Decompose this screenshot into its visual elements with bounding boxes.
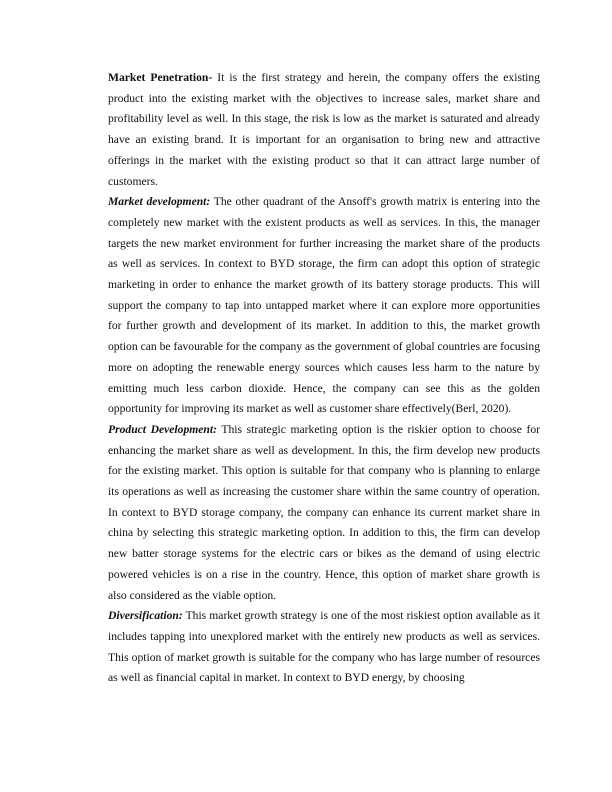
paragraph-heading: Product Development: [108, 422, 217, 436]
paragraph-text: This strategic marketing option is the riskier option to choose for enhancing the market share as well as development. In this, the firm develop new products for the existing market. This option is suitable for that company who is planning to enlarge its operations as well as increasing the customer share within the same country of operation. In context to BYD storage company, the company can enhance its current market share in china by selecting this strategic marketing option. In addition to this, the firm can develop new batter storage systems for the electric cars or bikes as the demand of using electric powered vehicles is on a rise in the country. Hence, this option of market share growth is also considered as the viable option. [108, 422, 540, 602]
paragraph-product-development [108, 420, 540, 606]
paragraph-market-development [108, 192, 540, 420]
paragraph-market-penetration [108, 68, 540, 192]
paragraph-heading: Diversification: [108, 609, 183, 623]
paragraph-diversification [108, 606, 540, 689]
paragraph-heading: Market development: [108, 195, 211, 209]
document-body [108, 68, 540, 689]
paragraph-text: It is the first strategy and herein, the company offers the existing product into the existing market with the objectives to increase sales, market share and profitability level as well. In this stage, the risk is low as the market is saturated and already have an existing brand. It is important for an organisation to bring new and attractive offerings in the market with the existing product so that it can attract large number of customers. [108, 71, 540, 188]
paragraph-text: This market growth strategy is one of the most riskiest option available as it includes tapping into unexplored market with the entirely new products as well as services. This option of market growth is suitable for the company who has large number of resources as well as financial capital in market. In context to BYD energy, by choosing [108, 609, 540, 685]
paragraph-text: The other quadrant of the Ansoff's growth matrix is entering into the completely new market with the existent products as well as services. In this, the manager targets the new market environment for further increasing the market share of the products as well as services. In context to BYD storage, the firm can adopt this option of strategic marketing in order to enhance the market growth of its battery storage products. This will support the company to tap into untapped market where it can explore more opportunities for further growth and development of its market. In addition to this, the market growth option can be favourable for the company as the government of global countries are focusing more on adopting the renewable energy sources which causes less harm to the nature by emitting much less carbon dioxide. Hence, the company can see this as the golden opportunity for improving its market as well as customer share effectively(Berl, 2020). [108, 195, 540, 416]
paragraph-heading: Market Penetration- [108, 71, 213, 84]
